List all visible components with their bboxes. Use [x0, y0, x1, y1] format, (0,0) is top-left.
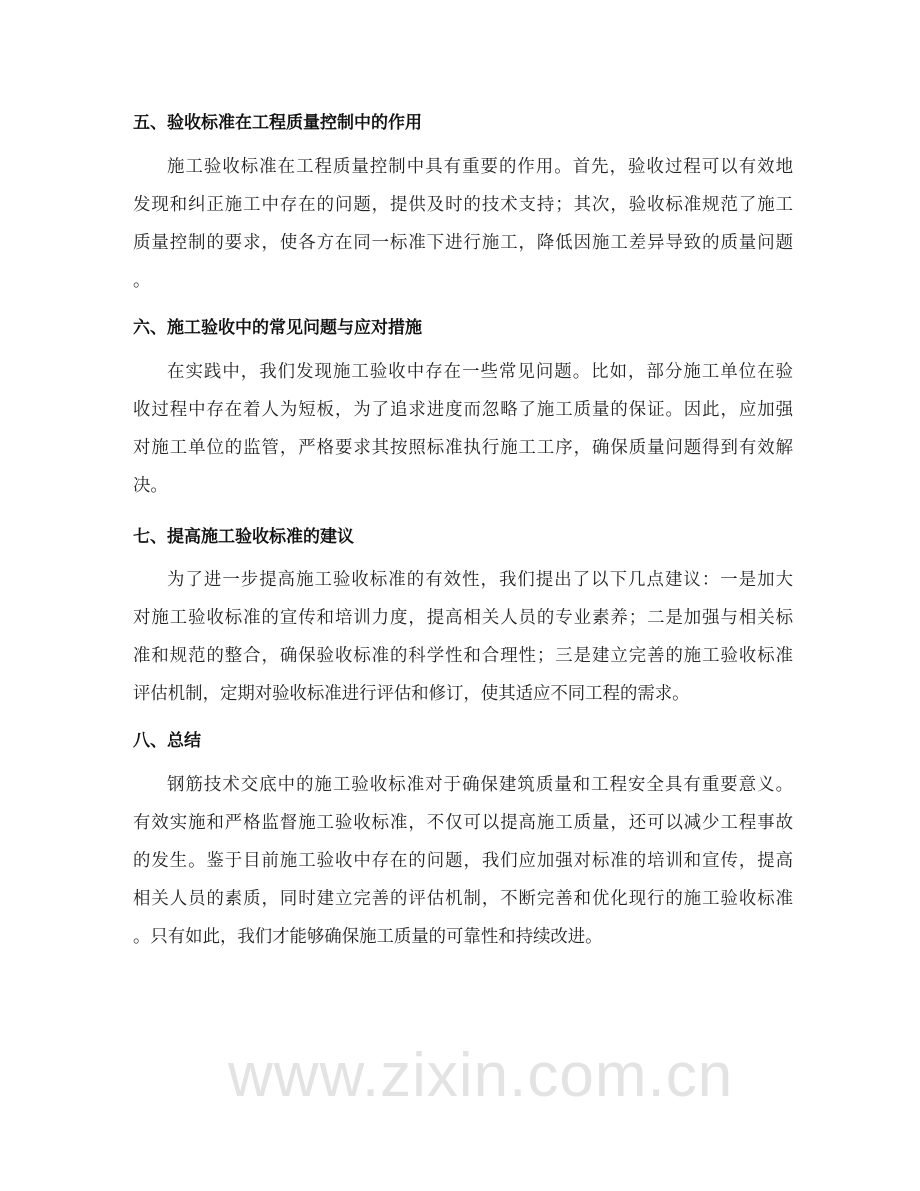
paragraph-line: 对施工验收标准的宣传和培训力度，提高相关人员的专业素养；二是加强与相关标 — [133, 608, 793, 628]
paragraph-line: 准和规范的整合，确保验收标准的科学性和合理性；三是建立完善的施工验收标准 — [133, 646, 793, 666]
paragraph-line: 相关人员的素质，同时建立完善的评估机制，不断完善和优化现行的施工验收标准 — [133, 889, 793, 909]
paragraph-line: 的发生。鉴于目前施工验收中存在的问题，我们应加强对标准的培训和宣传，提高 — [133, 851, 793, 871]
watermark: www.zixin.com.cn — [228, 1041, 734, 1110]
paragraph-line: 施工验收标准在工程质量控制中具有重要的作用。首先，验收过程可以有效地 — [167, 157, 793, 177]
paragraph-line: 对施工单位的监管，严格要求其按照标准执行施工工序，确保质量问题得到有效解 — [133, 438, 793, 458]
section-heading-5: 五、验收标准在工程质量控制中的作用 — [133, 113, 422, 133]
paragraph-line: 有效实施和严格监督施工验收标准，不仅可以提高施工质量，还可以减少工程事故 — [133, 813, 793, 833]
paragraph-line: 在实践中，我们发现施工验收中存在一些常见问题。比如，部分施工单位在验 — [167, 362, 793, 382]
section-heading-7: 七、提高施工验收标准的建议 — [133, 527, 354, 547]
section-paragraph-8 — [133, 766, 793, 956]
paragraph-line: 发现和纠正施工中存在的问题，提供及时的技术支持；其次，验收标准规范了施工 — [133, 195, 793, 215]
paragraph-line: 收过程中存在着人为短板，为了追求进度而忽略了施工质量的保证。因此，应加强 — [133, 400, 793, 420]
paragraph-line: 为了进一步提高施工验收标准的有效性，我们提出了以下几点建议：一是加大 — [167, 570, 793, 590]
section-paragraph-7 — [133, 561, 793, 713]
section-paragraph-5 — [133, 148, 793, 300]
paragraph-line: 。只有如此，我们才能够确保施工质量的可靠性和持续改进。 — [133, 927, 603, 947]
paragraph-line: 质量控制的要求，使各方在同一标准下进行施工，降低因施工差异导致的质量问题 — [133, 233, 793, 253]
paragraph-line: 评估机制，定期对验收标准进行评估和修订，使其适应不同工程的需求。 — [133, 684, 690, 704]
section-heading-8: 八、总结 — [133, 731, 201, 751]
section-heading-6: 六、施工验收中的常见问题与应对措施 — [133, 318, 422, 338]
section-paragraph-6 — [133, 353, 793, 505]
paragraph-line: 决。 — [133, 476, 168, 496]
paragraph-line: 。 — [133, 271, 151, 291]
paragraph-line: 钢筋技术交底中的施工验收标准对于确保建筑质量和工程安全具有重要意义。 — [167, 775, 793, 795]
